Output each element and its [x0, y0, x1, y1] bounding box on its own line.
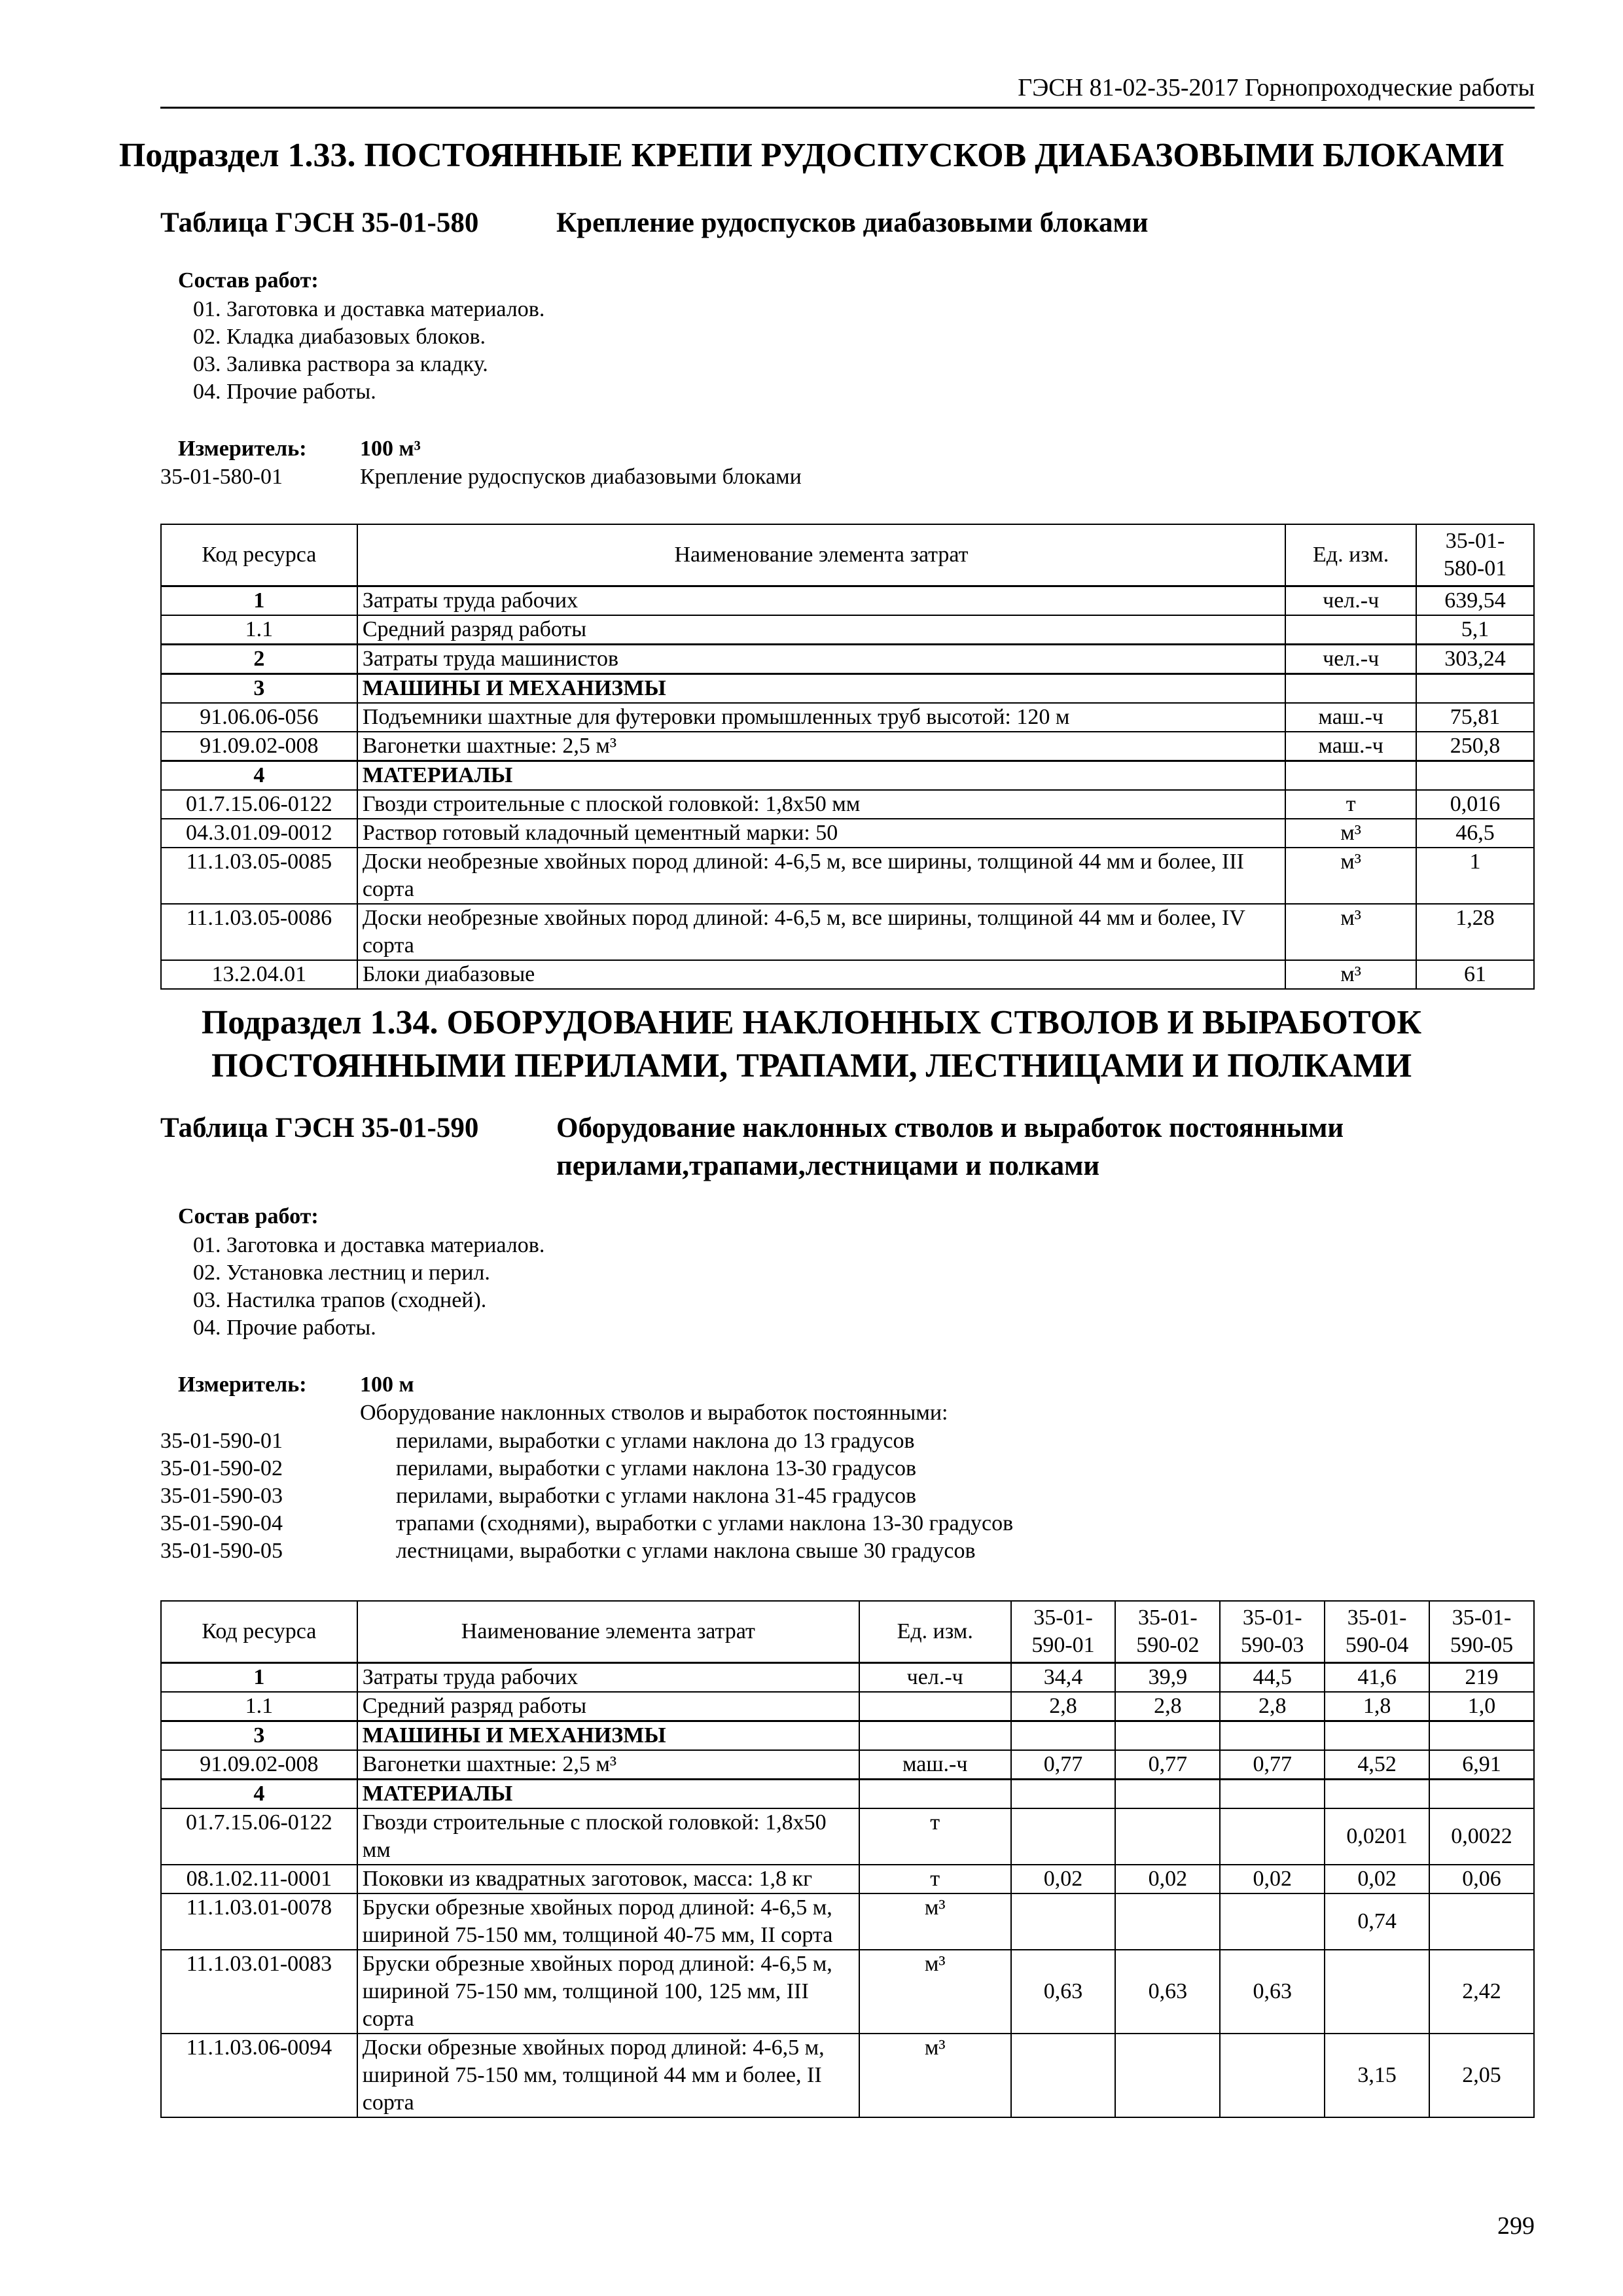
norm-code: 35-01-590-05 [160, 1539, 283, 1563]
table-row [161, 645, 1534, 674]
resource-value: 1,28 [1416, 904, 1534, 960]
resource-value: 219 [1429, 1663, 1534, 1693]
resource-code: 1 [161, 586, 357, 616]
resource-value: 0,02 [1325, 1865, 1429, 1893]
table-code-590: Таблица ГЭСН 35-01-590 [160, 1113, 479, 1143]
column-header: 35-01- 590-03 [1220, 1601, 1325, 1663]
resource-value [1325, 1780, 1429, 1809]
resource-name: Подъемники шахтные для футеровки промышленных труб высотой: 120 м [357, 703, 1285, 732]
resource-unit [859, 1721, 1011, 1751]
resource-value: 34,4 [1011, 1663, 1116, 1693]
resource-value: 0,0201 [1325, 1808, 1429, 1865]
resource-value [1115, 1808, 1220, 1865]
resource-value [1011, 1808, 1116, 1865]
resource-code: 2 [161, 645, 357, 674]
resource-name: Затраты труда рабочих [357, 586, 1285, 616]
resource-value: 0,63 [1115, 1950, 1220, 2034]
resource-code: 11.1.03.01-0078 [161, 1893, 357, 1950]
resource-unit [859, 1692, 1011, 1721]
table-row [161, 1663, 1534, 1693]
resource-value [1115, 1780, 1220, 1809]
section-title-1-33: Подраздел 1.33. ПОСТОЯННЫЕ КРЕПИ РУДОСПУСКОВ ДИАБАЗОВЫМИ БЛОКАМИ [118, 137, 1505, 174]
resource-value: 0,06 [1429, 1865, 1534, 1893]
norm-description: трапами (сходнями), выработки с углами наклона 13-30 градусов [396, 1511, 1014, 1535]
meter-description: Оборудование наклонных стволов и выработок постоянными: [360, 1401, 948, 1425]
resource-value [1115, 1721, 1220, 1751]
resource-unit: м³ [859, 2034, 1011, 2117]
running-header: ГЭСН 81-02-35-2017 Горнопроходческие работы [1018, 74, 1535, 101]
work-composition-title: Состав работ: [178, 1204, 319, 1229]
resource-value [1115, 1893, 1220, 1950]
column-header: 35-01- 590-01 [1011, 1601, 1116, 1663]
norm-description: перилами, выработки с углами наклона 31-45 градусов [396, 1484, 917, 1508]
resource-value: 250,8 [1416, 732, 1534, 761]
work-item: 04. Прочие работы. [193, 1316, 376, 1340]
resource-value: 4,52 [1325, 1750, 1429, 1780]
norm-code: 35-01-590-02 [160, 1456, 283, 1480]
meter-label: Измеритель: [178, 437, 307, 461]
resource-value: 0,63 [1220, 1950, 1325, 2034]
norm-code: 35-01-590-04 [160, 1511, 283, 1535]
resource-value: 41,6 [1325, 1663, 1429, 1693]
resource-value [1220, 1780, 1325, 1809]
table-name-590-line2: перилами,трапами,лестницами и полками [556, 1151, 1100, 1181]
resource-unit: м³ [1285, 960, 1416, 989]
table-code-580: Таблица ГЭСН 35-01-580 [160, 207, 479, 238]
resource-unit: т [859, 1865, 1011, 1893]
norm-description: лестницами, выработки с углами наклона свыше 30 градусов [396, 1539, 976, 1563]
table-header-row [161, 524, 1534, 586]
table-row [161, 586, 1534, 616]
resource-code: 08.1.02.11-0001 [161, 1865, 357, 1893]
resource-unit: чел.-ч [1285, 645, 1416, 674]
resource-name: МАШИНЫ И МЕХАНИЗМЫ [357, 1721, 859, 1751]
work-list-580 [193, 296, 544, 406]
meter-value: 100 м³ [360, 437, 421, 461]
resource-code: 11.1.03.01-0083 [161, 1950, 357, 2034]
resource-value [1011, 1893, 1116, 1950]
resource-code: 1.1 [161, 615, 357, 645]
resource-value: 0,74 [1325, 1893, 1429, 1950]
resource-code: 91.09.02-008 [161, 1750, 357, 1780]
resource-code: 04.3.01.09-0012 [161, 819, 357, 848]
resource-value: 5,1 [1416, 615, 1534, 645]
resource-code: 4 [161, 761, 357, 791]
resource-name: Затраты труда рабочих [357, 1663, 859, 1693]
resource-name: Поковки из квадратных заготовок, масса: 1,8 кг [357, 1865, 859, 1893]
meter-value: 100 м [360, 1372, 414, 1397]
resource-name: Гвозди строительные с плоской головкой: 1,8х50 мм [357, 790, 1285, 819]
resource-unit: маш.-ч [1285, 703, 1416, 732]
resource-table-580 [160, 524, 1535, 990]
table-header-row [161, 1601, 1534, 1663]
resource-value [1220, 1721, 1325, 1751]
table-row [161, 1893, 1534, 1950]
header-rule [160, 107, 1535, 109]
table-row [161, 1692, 1534, 1721]
resource-unit [1285, 615, 1416, 645]
resource-value: 2,05 [1429, 2034, 1534, 2117]
resource-value: 0,02 [1220, 1865, 1325, 1893]
resource-value [1115, 2034, 1220, 2117]
column-header: 35-01- 590-05 [1429, 1601, 1534, 1663]
table-row [161, 732, 1534, 761]
resource-name: МАТЕРИАЛЫ [357, 761, 1285, 791]
resource-name: Вагонетки шахтные: 2,5 м³ [357, 1750, 859, 1780]
resource-value: 0,63 [1011, 1950, 1116, 2034]
resource-value: 0,02 [1011, 1865, 1116, 1893]
resource-name: Доски обрезные хвойных пород длиной: 4-6,5 м, шириной 75-150 мм, толщиной 44 мм и более, II сорта [357, 2034, 859, 2117]
resource-value: 0,77 [1115, 1750, 1220, 1780]
table-row [161, 1780, 1534, 1809]
resource-value: 44,5 [1220, 1663, 1325, 1693]
table-row [161, 1721, 1534, 1751]
resource-name: Гвозди строительные с плоской головкой: 1,8х50 мм [357, 1808, 859, 1865]
resource-value [1011, 1780, 1116, 1809]
resource-code: 1.1 [161, 1692, 357, 1721]
resource-name: Бруски обрезные хвойных пород длиной: 4-6,5 м, шириной 75-150 мм, толщиной 100, 125 мм, III сорта [357, 1950, 859, 2034]
column-header: 35-01- 580-01 [1416, 524, 1534, 586]
table-row [161, 960, 1534, 989]
resource-name: Средний разряд работы [357, 1692, 859, 1721]
resource-value [1429, 1721, 1534, 1751]
resource-value: 2,8 [1115, 1692, 1220, 1721]
resource-unit [1285, 761, 1416, 791]
resource-unit [859, 1780, 1011, 1809]
resource-code: 4 [161, 1780, 357, 1809]
resource-unit: маш.-ч [859, 1750, 1011, 1780]
resource-code: 91.09.02-008 [161, 732, 357, 761]
resource-name: Средний разряд работы [357, 615, 1285, 645]
resource-value: 1,0 [1429, 1692, 1534, 1721]
table-row [161, 1808, 1534, 1865]
resource-value: 0,77 [1220, 1750, 1325, 1780]
resource-name: Затраты труда машинистов [357, 645, 1285, 674]
resource-code: 11.1.03.06-0094 [161, 2034, 357, 2117]
resource-value: 0,0022 [1429, 1808, 1534, 1865]
resource-unit: т [859, 1808, 1011, 1865]
resource-unit: маш.-ч [1285, 732, 1416, 761]
section-title-1-34-line1: Подраздел 1.34. ОБОРУДОВАНИЕ НАКЛОННЫХ СТВОЛОВ И ВЫРАБОТОК [201, 1004, 1422, 1041]
resource-code: 3 [161, 1721, 357, 1751]
resource-code: 13.2.04.01 [161, 960, 357, 989]
resource-name: Доски необрезные хвойных пород длиной: 4-6,5 м, все ширины, толщиной 44 мм и более, IV сорта [357, 904, 1285, 960]
resource-code: 11.1.03.05-0086 [161, 904, 357, 960]
column-header: Наименование элемента затрат [357, 524, 1285, 586]
column-header: Код ресурса [161, 1601, 357, 1663]
work-item: 03. Заливка раствора за кладку. [193, 352, 488, 376]
resource-unit: т [1285, 790, 1416, 819]
resource-value [1325, 1721, 1429, 1751]
section-title-1-34-line2: ПОСТОЯННЫМИ ПЕРИЛАМИ, ТРАПАМИ, ЛЕСТНИЦАМИ И ПОЛКАМИ [211, 1047, 1412, 1085]
table-name-590-line1: Оборудование наклонных стволов и выработок постоянными [556, 1113, 1344, 1143]
resource-value [1220, 1808, 1325, 1865]
table-row [161, 674, 1534, 704]
resource-name: Бруски обрезные хвойных пород длиной: 4-6,5 м, шириной 75-150 мм, толщиной 40-75 мм, II сорта [357, 1893, 859, 1950]
resource-value: 639,54 [1416, 586, 1534, 616]
resource-value [1416, 674, 1534, 704]
resource-value: 61 [1416, 960, 1534, 989]
column-header: Ед. изм. [1285, 524, 1416, 586]
resource-code: 1 [161, 1663, 357, 1693]
resource-value: 0,77 [1011, 1750, 1116, 1780]
resource-value: 303,24 [1416, 645, 1534, 674]
norm-description: перилами, выработки с углами наклона до 13 градусов [396, 1429, 915, 1453]
work-item: 04. Прочие работы. [193, 380, 376, 404]
resource-value: 2,8 [1011, 1692, 1116, 1721]
resource-unit: м³ [859, 1893, 1011, 1950]
resource-code: 01.7.15.06-0122 [161, 790, 357, 819]
work-composition-title: Состав работ: [178, 268, 319, 293]
resource-value: 2,42 [1429, 1950, 1534, 2034]
table-row [161, 615, 1534, 645]
resource-value: 3,15 [1325, 2034, 1429, 2117]
work-list-590 [193, 1232, 544, 1342]
resource-unit: м³ [1285, 819, 1416, 848]
resource-value [1416, 761, 1534, 791]
resource-value [1220, 2034, 1325, 2117]
resource-unit: м³ [1285, 848, 1416, 904]
resource-value: 2,8 [1220, 1692, 1325, 1721]
table-name-580: Крепление рудоспусков диабазовыми блоками [556, 207, 1149, 238]
column-header: 35-01- 590-04 [1325, 1601, 1429, 1663]
column-header: Наименование элемента затрат [357, 1601, 859, 1663]
work-item: 01. Заготовка и доставка материалов. [193, 297, 545, 321]
resource-unit [1285, 674, 1416, 704]
resource-table-590 [160, 1600, 1535, 2118]
resource-value: 0,02 [1115, 1865, 1220, 1893]
resource-unit: м³ [859, 1950, 1011, 2034]
resource-code: 01.7.15.06-0122 [161, 1808, 357, 1865]
table-row [161, 1865, 1534, 1893]
resource-value [1011, 2034, 1116, 2117]
norm-description: перилами, выработки с углами наклона 13-30 градусов [396, 1456, 917, 1480]
resource-name: МАТЕРИАЛЫ [357, 1780, 859, 1809]
resource-value [1429, 1893, 1534, 1950]
table-row [161, 703, 1534, 732]
resource-value [1011, 1721, 1116, 1751]
norm-code: 35-01-590-01 [160, 1429, 283, 1453]
column-header: Ед. изм. [859, 1601, 1011, 1663]
resource-value: 46,5 [1416, 819, 1534, 848]
resource-value [1220, 1893, 1325, 1950]
resource-value: 1 [1416, 848, 1534, 904]
table-row [161, 761, 1534, 791]
resource-name: МАШИНЫ И МЕХАНИЗМЫ [357, 674, 1285, 704]
resource-value: 39,9 [1115, 1663, 1220, 1693]
norm-codes [160, 1427, 1013, 1565]
norm-code: 35-01-580-01 [160, 465, 283, 489]
meter-label: Измеритель: [178, 1372, 307, 1397]
resource-value [1325, 1950, 1429, 2034]
resource-name: Вагонетки шахтные: 2,5 м³ [357, 732, 1285, 761]
resource-name: Раствор готовый кладочный цементный марки: 50 [357, 819, 1285, 848]
resource-code: 11.1.03.05-0085 [161, 848, 357, 904]
resource-value: 1,8 [1325, 1692, 1429, 1721]
table-row [161, 848, 1534, 904]
table-row [161, 2034, 1534, 2117]
page-number: 299 [1497, 2212, 1535, 2240]
column-header: 35-01- 590-02 [1115, 1601, 1220, 1663]
table-row [161, 790, 1534, 819]
resource-value: 6,91 [1429, 1750, 1534, 1780]
table-row [161, 1950, 1534, 2034]
work-item: 02. Установка лестниц и перил. [193, 1261, 490, 1285]
resource-code: 91.06.06-056 [161, 703, 357, 732]
table-row [161, 904, 1534, 960]
resource-name: Доски необрезные хвойных пород длиной: 4-6,5 м, все ширины, толщиной 44 мм и более, III сорта [357, 848, 1285, 904]
resource-unit: м³ [1285, 904, 1416, 960]
norm-description: Крепление рудоспусков диабазовыми блоками [360, 465, 802, 489]
resource-value: 0,016 [1416, 790, 1534, 819]
table-row [161, 1750, 1534, 1780]
work-item: 03. Настилка трапов (сходней). [193, 1288, 487, 1312]
table-row [161, 819, 1534, 848]
resource-unit: чел.-ч [1285, 586, 1416, 616]
work-item: 02. Кладка диабазовых блоков. [193, 325, 486, 349]
resource-code: 3 [161, 674, 357, 704]
resource-unit: чел.-ч [859, 1663, 1011, 1693]
norm-code: 35-01-590-03 [160, 1484, 283, 1508]
resource-value: 75,81 [1416, 703, 1534, 732]
column-header: Код ресурса [161, 524, 357, 586]
resource-name: Блоки диабазовые [357, 960, 1285, 989]
work-item: 01. Заготовка и доставка материалов. [193, 1233, 545, 1257]
resource-value [1429, 1780, 1534, 1809]
